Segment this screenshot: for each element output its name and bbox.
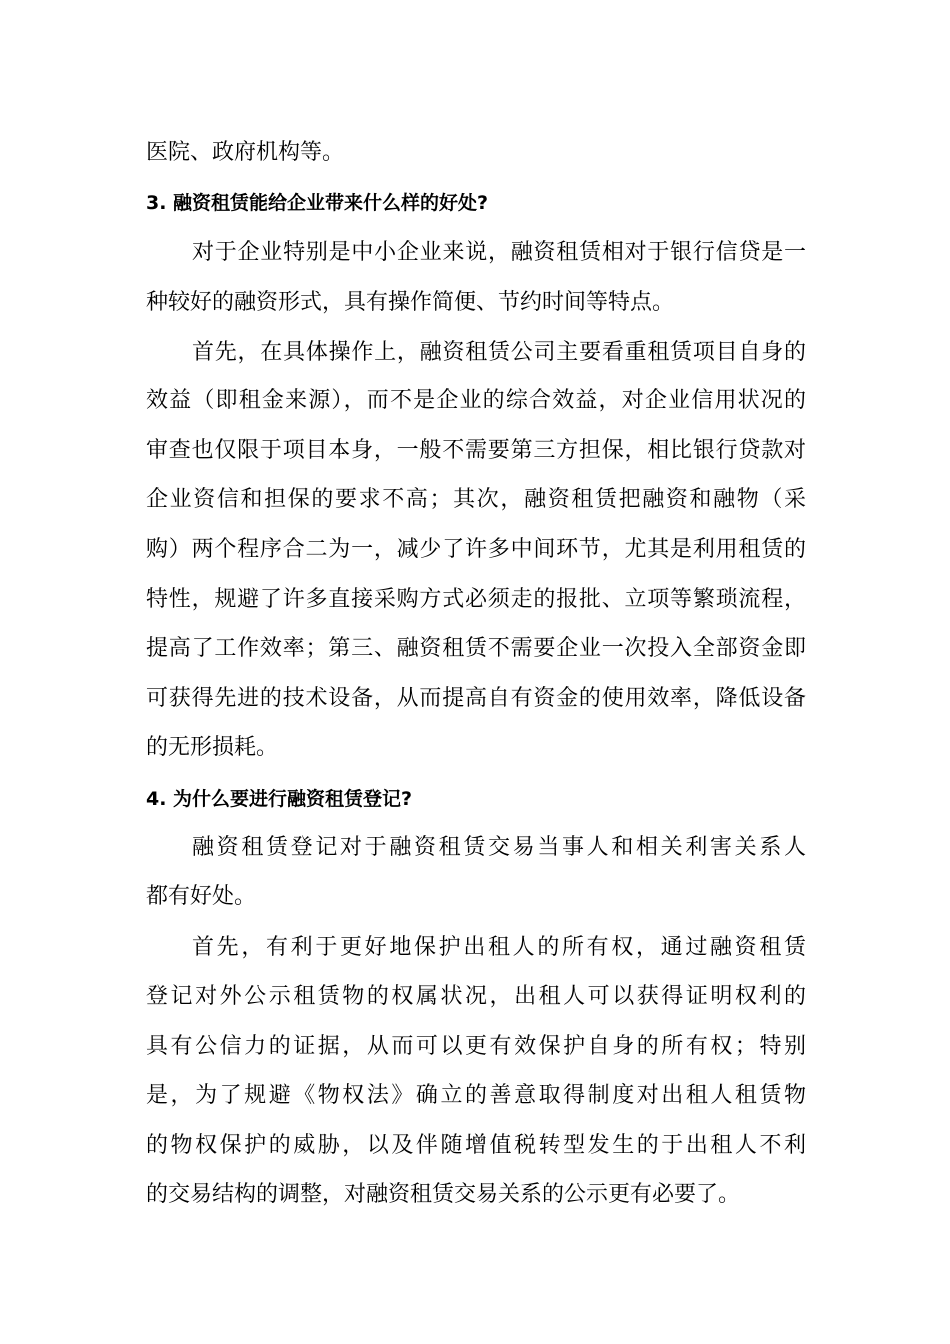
text-line: 融资租赁登记对于融资租赁交易当事人和相关利害关系人 — [192, 835, 806, 860]
text-line: 效益（即租金来源），而不是企业的综合效益，对企业信用状况的 — [146, 388, 806, 413]
text-line: 都有好处。 — [146, 884, 257, 909]
text-line: 对于企业特别是中小企业来说，融资租赁相对于银行信贷是一 — [192, 240, 806, 265]
text-line: 特性，规避了许多直接采购方式必须走的报批、立项等繁琐流程， — [146, 587, 806, 612]
text-line: 的无形损耗。 — [146, 735, 279, 760]
text-line: 是，为了规避《物权法》确立的善意取得制度对出租人租赁物 — [146, 1083, 806, 1108]
text-line: 首先，有利于更好地保护出租人的所有权，通过融资租赁 — [192, 935, 806, 960]
section-heading: 4. 为什么要进行融资租赁登记? — [146, 788, 413, 810]
text-line: 种较好的融资形式，具有操作简便、节约时间等特点。 — [146, 290, 675, 315]
text-line: 可获得先进的技术设备，从而提高自有资金的使用效率，降低设备 — [146, 686, 806, 711]
text-line: 的物权保护的威胁，以及伴随增值税转型发生的于出租人不利 — [146, 1133, 806, 1158]
text-line: 登记对外公示租赁物的权属状况，出租人可以获得证明权利的 — [146, 984, 806, 1009]
text-line: 审查也仅限于项目本身，一般不需要第三方担保，相比银行贷款对 — [146, 438, 806, 463]
text-line: 购）两个程序合二为一，减少了许多中间环节，尤其是利用租赁的 — [146, 537, 806, 562]
text-line: 企业资信和担保的要求不高；其次，融资租赁把融资和融物（采 — [146, 487, 806, 512]
text-line: 医院、政府机构等。 — [146, 140, 345, 165]
text-line: 的交易结构的调整，对融资租赁交易关系的公示更有必要了。 — [146, 1182, 741, 1207]
text-line: 首先，在具体操作上，融资租赁公司主要看重租赁项目自身的 — [192, 340, 806, 365]
text-line: 具有公信力的证据，从而可以更有效保护自身的所有权；特别 — [146, 1034, 806, 1059]
text-line: 提高了工作效率；第三、融资租赁不需要企业一次投入全部资金即 — [146, 636, 806, 661]
section-heading: 3. 融资租赁能给企业带来什么样的好处? — [146, 192, 489, 214]
